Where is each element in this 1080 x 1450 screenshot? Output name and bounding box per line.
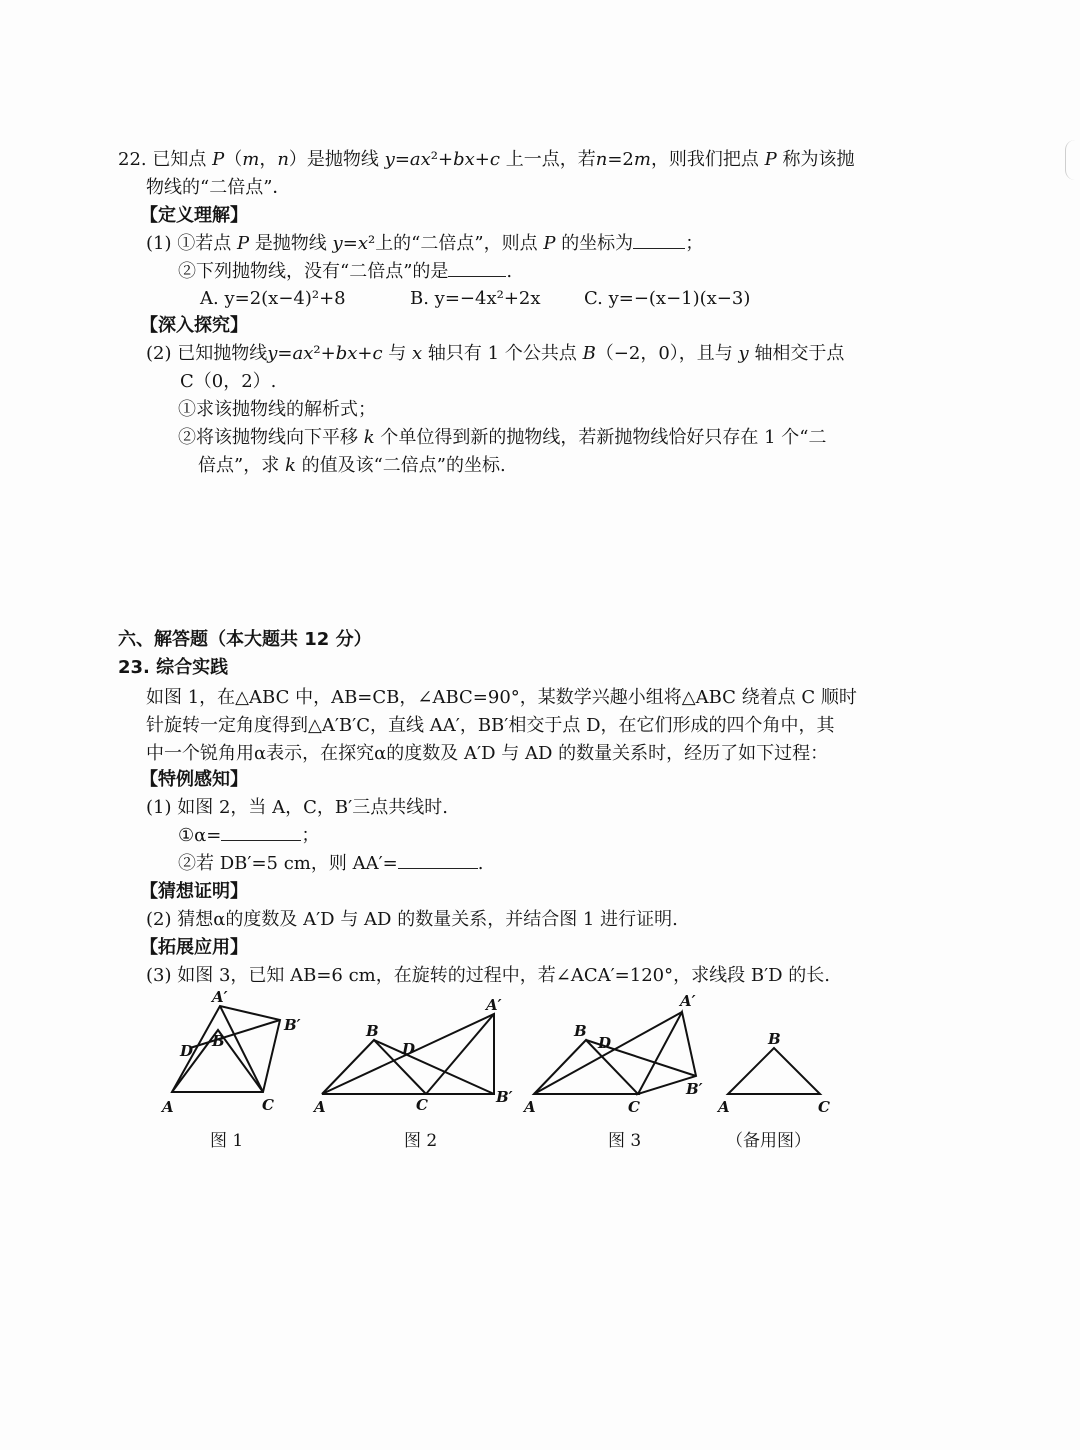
q22-part1-1: (1) ①若点 P 是抛物线 y=x²上的“二倍点”，则点 P 的坐标为 ； [146, 233, 704, 254]
q22-part1-2: ②下列抛物线，没有“二倍点”的是 . [178, 261, 513, 282]
fig1-label-A: A [162, 1098, 174, 1116]
spare-label-A: A [718, 1098, 730, 1116]
section-conjecture: 【猜想证明】 [140, 881, 248, 902]
spare-figure-lines [728, 1048, 820, 1094]
fig2-label-B: B [366, 1022, 379, 1040]
caption-figure-2: 图 2 [404, 1131, 438, 1151]
spare-label-B: B [768, 1030, 781, 1048]
q23-part3: (3) 如图 3，已知 AB=6 cm，在旋转的过程中，若∠ACA′=120°，求线段 B′D 的长. [146, 965, 831, 986]
answer-blank[interactable] [221, 824, 301, 841]
fig1-label-D: D [180, 1042, 194, 1060]
fig2-label-C: C [416, 1096, 428, 1114]
q23-part1-2: ②若 DB′=5 cm，则 AA′= . [178, 853, 484, 874]
caption-figure-3: 图 3 [608, 1131, 642, 1151]
fig3-label-B1: B′ [686, 1080, 703, 1098]
fig3-label-B: B [574, 1022, 587, 1040]
fig2-label-B1: B′ [496, 1088, 513, 1106]
q23-part2: (2) 猜想α的度数及 A′D 与 AD 的数量关系，并结合图 1 进行证明. [146, 909, 678, 930]
answer-blank[interactable] [633, 232, 685, 249]
caption-figure-1: 图 1 [210, 1131, 244, 1151]
answer-blank[interactable] [398, 852, 478, 869]
section-special-case: 【特例感知】 [140, 769, 248, 790]
section-definition: 【定义理解】 [140, 205, 248, 226]
fig1-label-B1: B′ [284, 1016, 301, 1034]
q23-title: 23. 综合实践 [118, 657, 229, 678]
section-six-heading: 六、解答题（本大题共 12 分） [118, 629, 372, 650]
option-a: A. y=2(x−4)²+8 [200, 288, 346, 309]
q22-part2-2-line1: ②将该抛物线向下平移 k 个单位得到新的抛物线，若新抛物线恰好只存在 1 个“二 [178, 427, 827, 448]
fig3-label-D: D [598, 1034, 612, 1052]
fig1-label-C: C [262, 1096, 274, 1114]
q23-intro-line2: 针旋转一定角度得到△A′B′C，直线 AA′，BB′相交于点 D，在它们形成的四个角中，其 [146, 715, 835, 736]
q23-intro-line3: 中一个锐角用α表示，在探究α的度数及 A′D 与 AD 的数量关系时，经历了如下过程： [146, 743, 829, 764]
section-extension: 【拓展应用】 [140, 937, 248, 958]
q22-stem-line2: 物线的“二倍点”． [146, 177, 291, 198]
fig3-label-A: A [524, 1098, 536, 1116]
q23-intro-line1: 如图 1，在△ABC 中，AB=CB，∠ABC=90°，某数学兴趣小组将△ABC 绕着点 C 顺时 [146, 687, 857, 708]
q22-part2-2-line2: 倍点”，求 k 的值及该“二倍点”的坐标. [198, 455, 506, 476]
figures [150, 990, 850, 1120]
page-edge-mark [1065, 140, 1080, 180]
option-c: C. y=−(x−1)(x−3) [584, 288, 751, 309]
q22-stem-line1: 22. 已知点 P（m，n）是抛物线 y=ax²+bx+c 上一点，若n=2m，则我们把点 P 称为该抛 [118, 149, 855, 170]
q22-part2-1: ①求该抛物线的解析式； [178, 399, 376, 420]
figure-3-lines [534, 1012, 696, 1094]
fig1-label-A1: A′ [212, 990, 228, 1006]
fig1-label-B: B [212, 1032, 225, 1050]
q23-part1-1: ①α= ； [178, 825, 320, 846]
fig2-label-A: A [314, 1098, 326, 1116]
q22-part2-line2: C（0，2）. [180, 371, 277, 392]
caption-spare-figure: （备用图） [726, 1131, 811, 1151]
option-b: B. y=−4x²+2x [410, 288, 541, 309]
fig2-label-D: D [402, 1040, 416, 1058]
fig3-label-A1: A′ [680, 992, 696, 1010]
spare-label-C: C [818, 1098, 830, 1116]
fig3-label-C: C [628, 1098, 640, 1116]
section-deep-inquiry: 【深入探究】 [140, 315, 248, 336]
q22-part2-line1: (2) 已知抛物线y=ax²+bx+c 与 x 轴只有 1 个公共点 B（−2，0），且与 y 轴相交于点 [146, 343, 845, 364]
fig2-label-A1: A′ [486, 996, 502, 1014]
answer-blank[interactable] [448, 260, 506, 277]
q23-part1: (1) 如图 2，当 A，C，B′三点共线时. [146, 797, 448, 818]
